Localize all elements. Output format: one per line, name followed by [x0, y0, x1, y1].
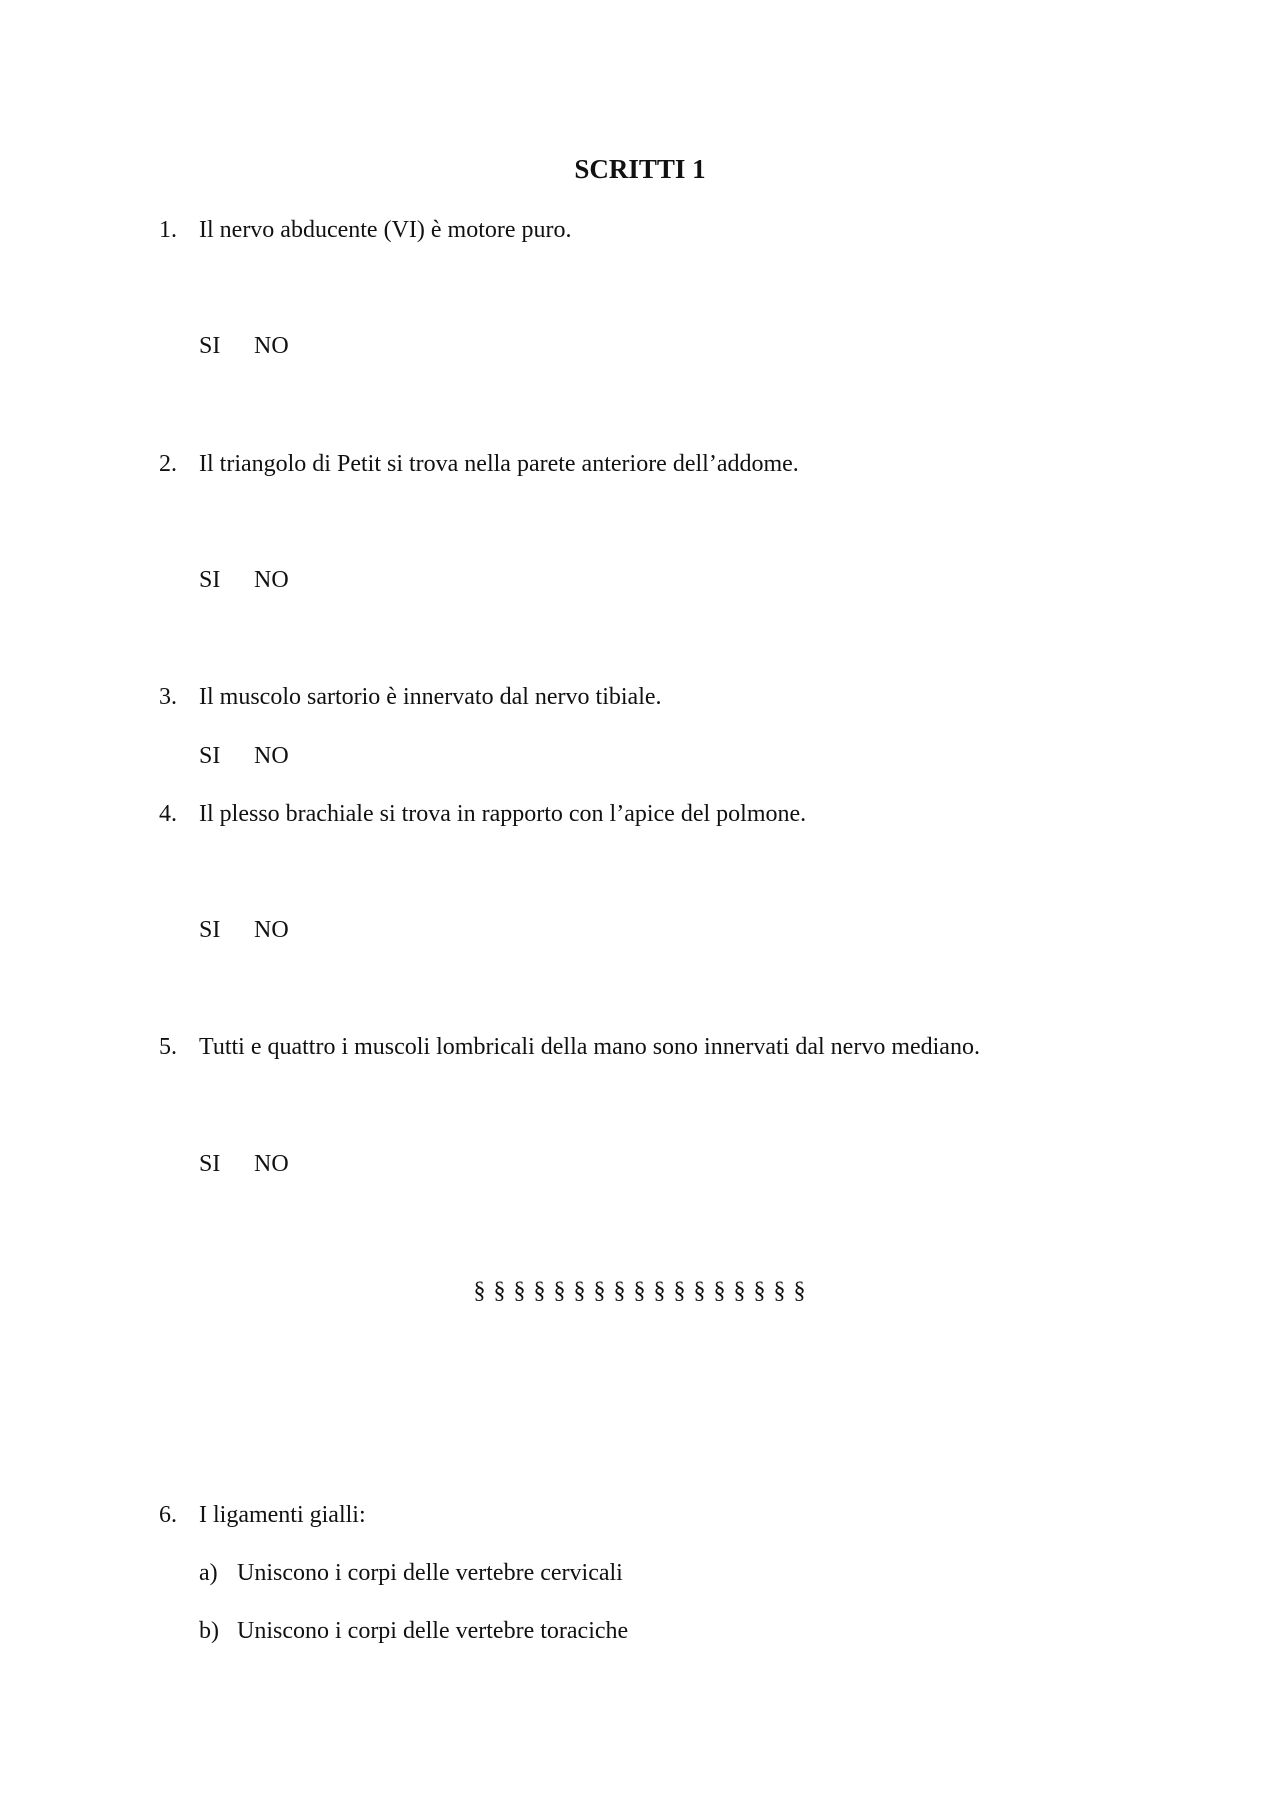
question-number: 2. [159, 451, 177, 477]
question-number: 4. [159, 801, 177, 827]
answer-si: SI [199, 333, 221, 359]
question-number: 1. [159, 217, 177, 243]
answer-no: NO [254, 567, 289, 593]
answer-no: NO [254, 743, 289, 769]
answer-si: SI [199, 567, 221, 593]
answer-no: NO [254, 917, 289, 943]
question-number: 3. [159, 684, 177, 710]
answer-si: SI [199, 743, 221, 769]
question-text: I ligamenti gialli: [199, 1502, 366, 1528]
section-separator: § § § § § § § § § § § § § § § § § [473, 1278, 807, 1304]
question-text: Il plesso brachiale si trova in rapporto con l’apice del polmone. [199, 801, 807, 827]
question-number: 5. [159, 1034, 177, 1060]
option-text: Uniscono i corpi delle vertebre toraciche [237, 1618, 629, 1644]
page-title: SCRITTI 1 [574, 154, 706, 184]
question-text: Il muscolo sartorio è innervato dal nervo tibiale. [199, 684, 662, 710]
answer-si: SI [199, 1151, 221, 1177]
answer-no: NO [254, 1151, 289, 1177]
option-text: Uniscono i corpi delle vertebre cervicali [237, 1560, 623, 1586]
answer-no: NO [254, 333, 289, 359]
option-letter: b) [199, 1618, 219, 1644]
question-text: Il nervo abducente (VI) è motore puro. [199, 217, 572, 243]
option-letter: a) [199, 1560, 218, 1586]
question-number: 6. [159, 1502, 177, 1528]
question-text: Tutti e quattro i muscoli lombricali della mano sono innervati dal nervo mediano. [199, 1034, 980, 1060]
answer-si: SI [199, 917, 221, 943]
question-text: Il triangolo di Petit si trova nella parete anteriore dell’addome. [199, 451, 799, 477]
